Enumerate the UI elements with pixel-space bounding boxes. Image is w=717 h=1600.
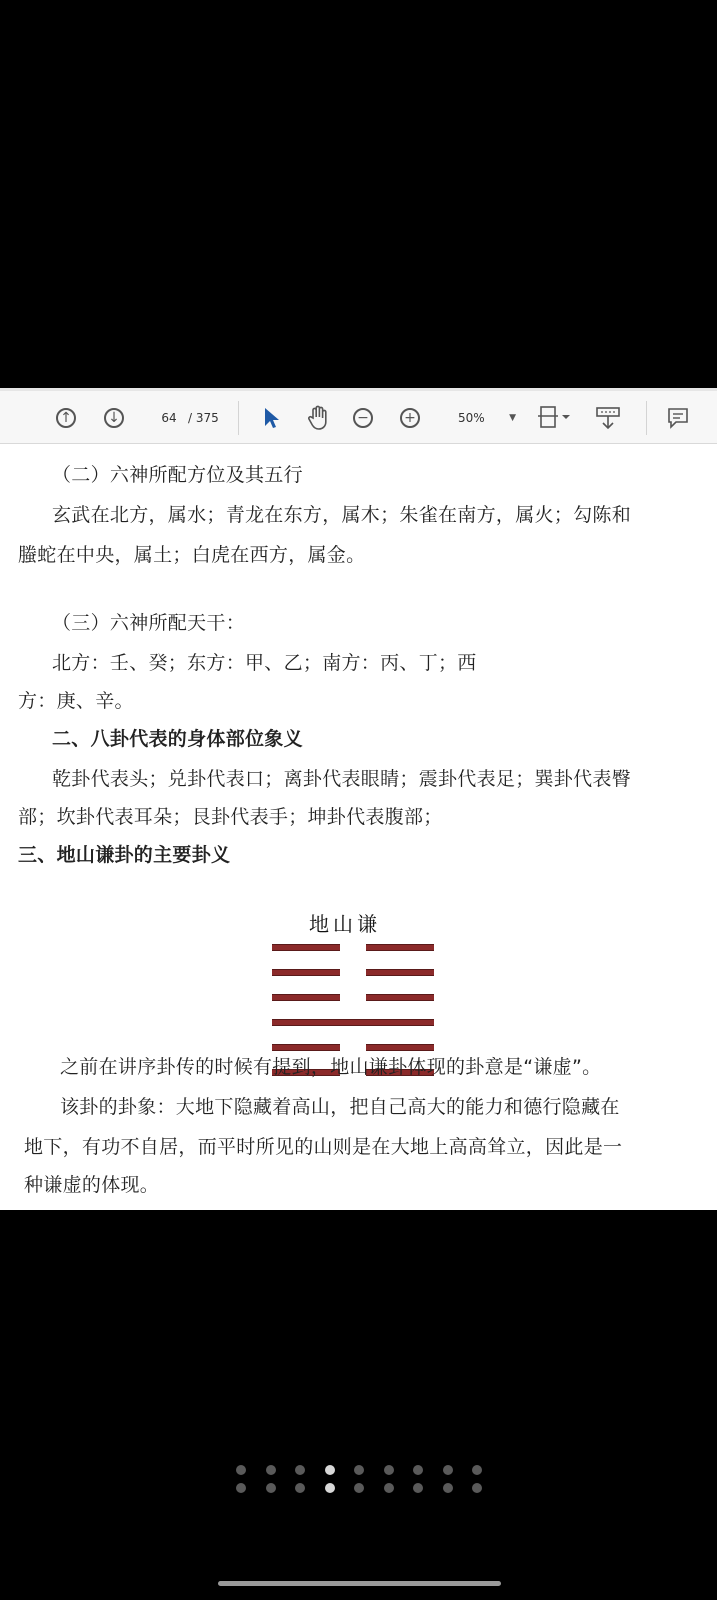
hexagram-broken-line-segment [272,944,340,951]
section-heading: （二）六神所配方位及其五行 [52,464,303,486]
zoom-value: 50% [458,411,485,425]
hand-icon[interactable] [306,405,330,431]
download-icon[interactable] [595,405,621,431]
hexagram-broken-line-segment [272,969,340,976]
paragraph-line: 之前在讲序卦传的时候有提到，地山谦卦体现的卦意是“谦虚”。 [60,1056,602,1078]
page-dot[interactable] [472,1465,482,1475]
page-dot[interactable] [354,1483,364,1493]
page-dot[interactable] [236,1483,246,1493]
page-dot[interactable] [266,1483,276,1493]
fit-page-icon[interactable] [538,405,572,431]
page-dot[interactable] [295,1483,305,1493]
page-dot-active[interactable] [325,1483,335,1493]
hexagram-broken-line-segment [272,1044,340,1051]
pdf-toolbar [0,388,717,444]
arrow-down-icon[interactable]: ↓ [104,405,124,431]
page-dots[interactable] [236,1465,482,1501]
toolbar-divider [238,401,239,435]
zoom-select[interactable] [452,403,522,433]
chapter-heading: 二、八卦代表的身体部位象义 [52,728,303,750]
home-indicator[interactable] [218,1581,501,1586]
paragraph-line: 地下，有功不自居，而平时所见的山则是在大地上高高耸立，因此是一 [24,1136,623,1158]
paragraph-line: 北方：壬、癸；东方：甲、乙；南方：丙、丁；西 [52,652,477,674]
paragraph-line: 螣蛇在中央，属土；白虎在西方，属金。 [18,544,366,566]
paragraph-line: 部；坎卦代表耳朵；艮卦代表手；坤卦代表腹部； [18,806,443,828]
page-dot-row [236,1483,482,1493]
hexagram-broken-line-segment [366,944,434,951]
chapter-heading: 三、地山谦卦的主要卦义 [18,844,231,866]
hexagram-diagram [272,944,434,1104]
hexagram-title: 地山谦 [309,912,381,936]
zoom-in-icon[interactable]: + [400,405,420,431]
hexagram-broken-line-segment [272,994,340,1001]
hexagram-broken-line-segment [366,1044,434,1051]
hexagram-broken-line-segment [366,994,434,1001]
page-dot[interactable] [266,1465,276,1475]
page-dot[interactable] [472,1483,482,1493]
paragraph-line: 该卦的卦象：大地下隐藏着高山，把自己高大的能力和德行隐藏在 [60,1096,620,1118]
hexagram-solid-line [272,1019,434,1026]
page-total: / 375 [188,411,219,425]
page-dot[interactable] [384,1465,394,1475]
page-dot[interactable] [443,1465,453,1475]
cursor-icon[interactable] [262,405,280,431]
page-current-input[interactable]: 64 [161,411,177,425]
paragraph-line: 玄武在北方，属水；青龙在东方，属木；朱雀在南方，属火；勾陈和 [52,504,632,526]
page-dot[interactable] [295,1465,305,1475]
page-dot[interactable] [443,1483,453,1493]
page-dot[interactable] [413,1483,423,1493]
hexagram-broken-line-segment [366,969,434,976]
zoom-out-icon[interactable]: − [353,405,373,431]
paragraph-line: 种谦虚的体现。 [24,1174,160,1196]
paragraph-line: 乾卦代表头；兑卦代表口；离卦代表眼睛；震卦代表足；巽卦代表臀 [52,768,632,790]
document-page [0,444,717,1210]
comment-icon[interactable] [666,405,690,431]
page-dot[interactable] [413,1465,423,1475]
page-dot-row [236,1465,482,1475]
chevron-down-icon: ▼ [509,413,516,423]
section-heading: （三）六神所配天干： [52,612,246,634]
toolbar-divider [646,401,647,435]
page-indicator[interactable] [150,403,242,433]
pdf-viewer [0,388,717,1210]
page-dot[interactable] [384,1483,394,1493]
arrow-up-icon[interactable]: ↑ [56,405,76,431]
page-dot[interactable] [236,1465,246,1475]
page-dot[interactable] [354,1465,364,1475]
page-dot-active[interactable] [325,1465,335,1475]
paragraph-line: 方：庚、辛。 [18,690,134,712]
